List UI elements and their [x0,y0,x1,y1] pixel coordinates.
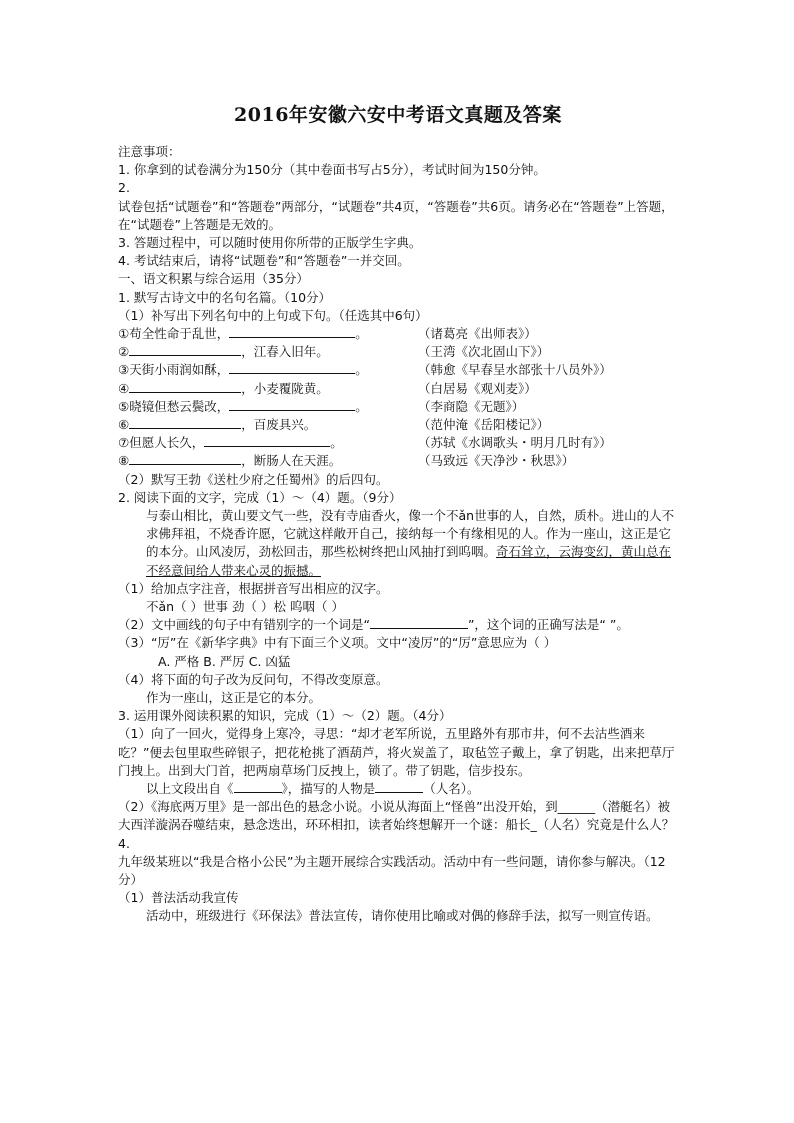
q2-sub4-item: 作为一座山，这正是它的本分。 [146,689,322,705]
q4-sub1-text: 活动中，班级进行《环保法》普法宣传，请你使用比喻或对偶的修辞手法，拟写一则宣传语。 [146,908,659,924]
answer-blank[interactable] [129,343,241,356]
poem-source: （苏轼《水调歌头・明月几时有》） [418,435,612,451]
q1-line-3: ③天街小雨润如酥， 。 （韩愈《早春呈水部张十八员外》） [118,361,678,379]
q1-line-6: ⑥ ，百废具兴。 （范仲淹《岳阳楼记》） [118,416,678,434]
q1-line-7: ⑦但愿人长久， 。 （苏轼《水调歌头・明月几时有》） [118,434,678,452]
q2-sub1-items: 不ǎn（ ）世事 劲（ ）松 呜咽（ ） [146,598,344,614]
q2-sub4: （4）将下面的句子改为反问句，不得改变原意。 [118,671,389,687]
answer-blank[interactable] [229,361,355,374]
answer-blank[interactable] [229,325,355,338]
poem-source: （范仲淹《岳阳楼记》） [418,416,550,432]
answer-blank[interactable] [375,780,423,793]
q3-sub1-question: 以上文段出自《 》，描写的人物是 （人名）。 [146,780,480,796]
q2-sub3-options: A. 严格 B. 严厉 C. 凶猛 [158,653,291,669]
answer-blank[interactable] [229,398,355,411]
q1-sub2: （2）默写王勃《送杜少府之任蜀州》的后四句。 [118,471,389,487]
poem-source: （诸葛亮《出师表》） [418,326,537,342]
notice-item-3: 3. 答题过程中，可以随时使用你所带的正版学生字典。 [118,235,422,251]
notice-item-2-text: 试卷包括“试题卷”和“答题卷”两部分，“试题卷”共4页，“答题卷”共6页。请务必在“答题卷”上答题，在“试题卷”上答题是无效的。 [118,198,674,232]
q1-sub1: （1）补写出下列名句中的上句或下句。（任选其中6句） [118,307,428,323]
q1-line-4: ④ ，小麦覆陇黄。 （白居易《观刈麦》） [118,380,678,398]
notice-item-2-number: 2. [118,180,130,196]
q2-sub1: （1）给加点字注音，根据拼音写出相应的汉字。 [118,580,389,596]
q2-sub3: （3）“厉”在《新华字典》中有下面三个义项。文中“凌厉”的“厉”意思应为（ ） [118,635,557,651]
notice-item-1: 1. 你拿到的试卷满分为150分（其中卷面书写占5分），考试时间为150分钟。 [118,162,546,178]
q1-line-1: ①苟全性命于乱世， 。 （诸葛亮《出师表》） [118,325,678,343]
answer-blank[interactable] [129,380,241,393]
poem-source: （李商隐《无题》） [418,398,525,414]
q2-stem: 2. 阅读下面的文字，完成（1）～（4）题。（9分） [118,489,402,505]
answer-blank[interactable] [234,780,282,793]
poem-source: （白居易《观刈麦》） [418,380,537,396]
q3-sub2-text: （2）《海底两万里》是一部出色的悬念小说。小说从海面上“怪兽”出没开始，到______（潜艇名）被大西洋漩涡吞噬结束，悬念迭出，环环相扣，读者始终想解开一个谜：船长_（人名）究竟是什么人？ [118,799,675,833]
page-title: 2016年安徽六安中考语文真题及答案 [234,104,562,126]
q2-passage: 与泰山相比，黄山要文气一些，没有寺庙香火，像一个不ǎn世事的人，自然，质朴。进山的人不求佛拜祖，不烧香许愿，它就这样敞开自己，接纳每一个有缘相见的人。作为一座山，这正是它的本分。山风凌厉，劲松回击，那些松树终把山风抽打到呜咽。奇石耸立，云海变幻，黄山总在不经意间给人带来心灵的振撼。 [146,507,675,578]
q1-line-8: ⑧ ，断肠人在天涯。 （马致远《天净沙・秋思》） [118,452,678,470]
answer-blank[interactable] [129,416,241,429]
answer-blank[interactable] [129,452,241,465]
q1-line-2: ② ，江春入旧年。 （王湾《次北固山下》） [118,343,678,361]
q4-stem: 九年级某班以“我是合格小公民”为主题开展综合实践活动。活动中有一些问题，请你参与解决。（12分） [118,853,666,887]
answer-blank[interactable] [370,616,468,629]
poem-source: （韩愈《早春呈水部张十八员外》） [418,362,612,378]
q2-sub2: （2）文中画线的句子中有错别字的一个词是“ ”，这个词的正确写法是“ ”。 [118,617,629,633]
poem-source: （王湾《次北固山下》） [418,344,550,360]
q2-underlined-sentence: 奇石耸立，云海变幻，黄山总在不经意间给人带来心灵的振撼。 [146,544,672,578]
q1-stem: 1. 默写古诗文中的名句名篇。（10分） [118,289,332,305]
exam-body [118,143,678,926]
answer-blank[interactable] [204,434,330,447]
q4-number: 4. [118,835,130,851]
notice-heading: 注意事项： [118,144,181,159]
notice-item-4: 4. 考试结束后，请将“试题卷”和“答题卷”一并交回。 [118,253,410,269]
q1-line-5: ⑤晓镜但愁云鬓改， 。 （李商隐《无题》） [118,398,678,416]
poem-source: （马致远《天净沙・秋思》） [418,453,575,469]
q4-sub1: （1）普法活动我宣传 [118,890,239,906]
q3-stem: 3. 运用课外阅读积累的知识，完成（1）～（2）题。（4分） [118,708,452,724]
q3-sub1-text: （1）向了一回火，觉得身上寒冷，寻思：“却才老军所说，五里路外有那市井，何不去沽些酒来吃？”便去包里取些碎银子，把花枪挑了酒葫芦，将火炭盖了，取毡笠子戴上，拿了钥匙，出来把草厅门拽上。出到大门首，把两扇草场门反拽上，锁了。带了钥匙，信步投东。 [118,726,675,778]
section-heading: 一、语文积累与综合运用（35分） [118,271,309,287]
